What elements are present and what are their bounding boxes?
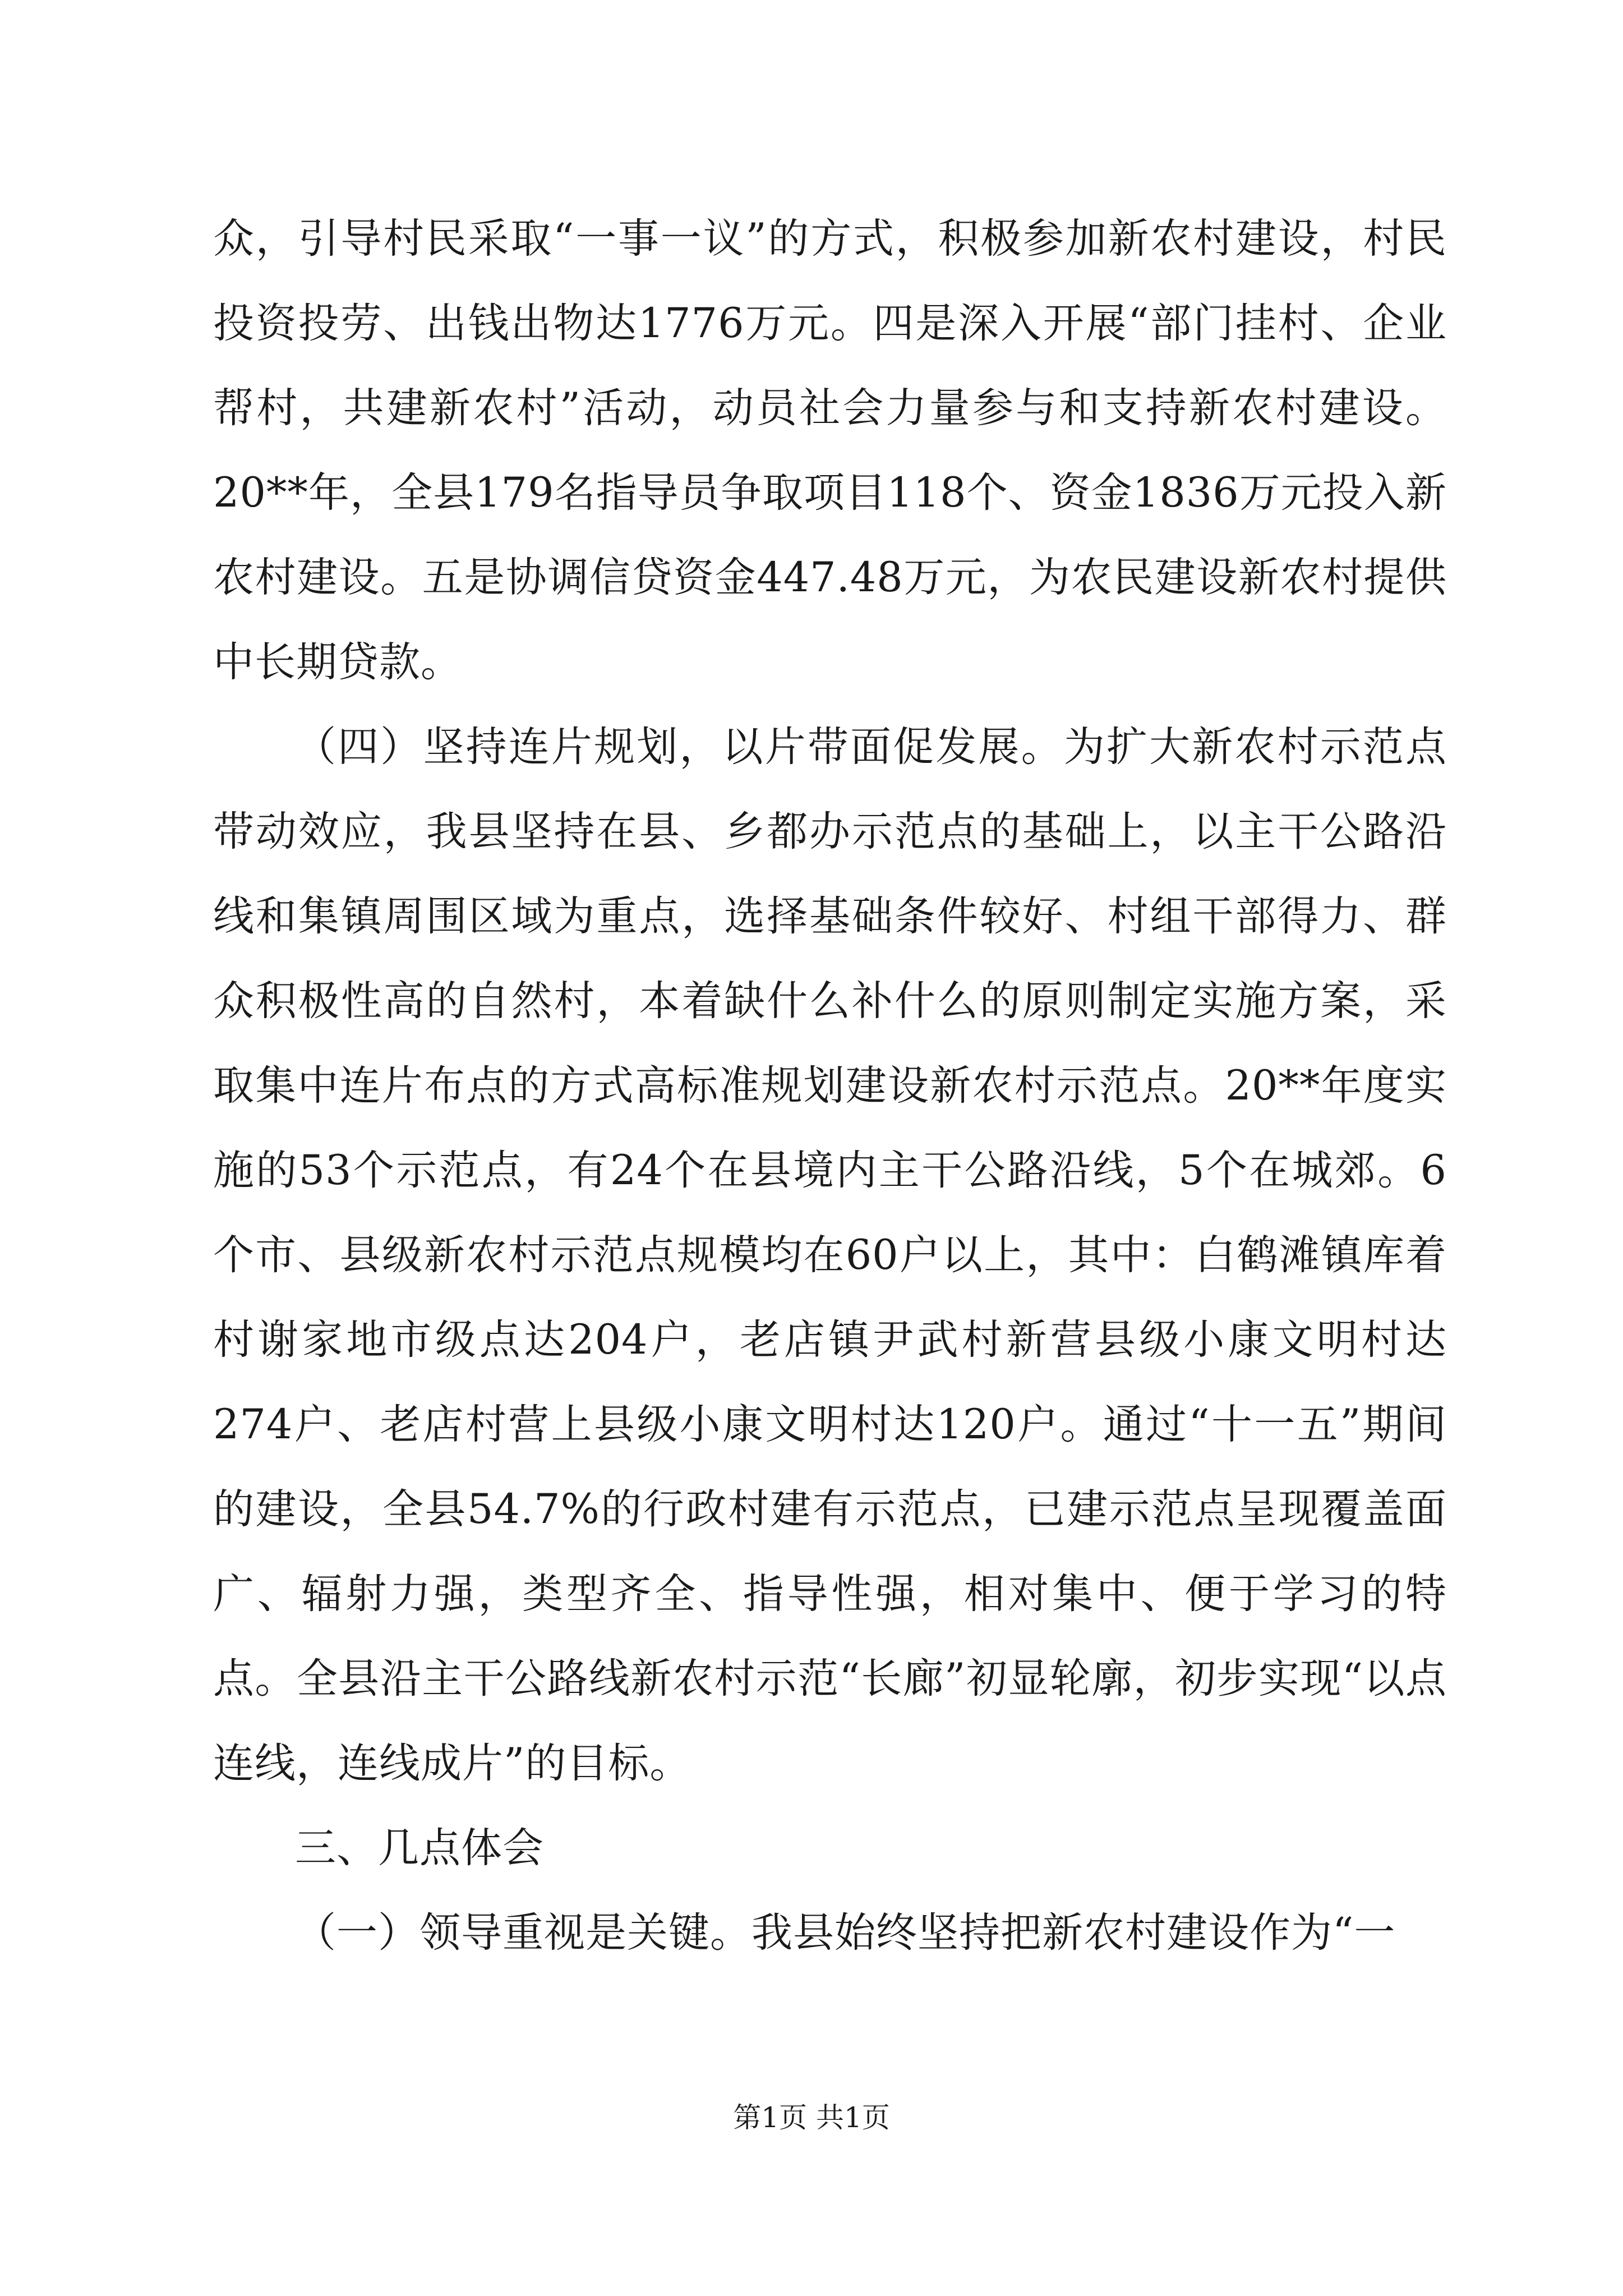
document-body — [213, 196, 1447, 1975]
paragraph-section-four: （四）坚持连片规划，以片带面促发展。为扩大新农村示范点带动效应，我县坚持在县、乡都办示范点的基础上，以主干公路沿线和集镇周围区域为重点，选择基础条件较好、村组干部得力、群众积极性高的自然村，本着缺什么补什么的原则制定实施方案，采取集中连片布点的方式高标准规划建设新农村示范点。20**年度实施的53个示范点，有24个在县境内主干公路沿线，5个在城郊。6个市、县级新农村示范点规模均在60户以上，其中：白鹤滩镇库着村谢家地市级点达204户，老店镇尹武村新营县级小康文明村达274户、老店村营上县级小康文明村达120户。通过“十一五”期间的建设，全县54.7%的行政村建有示范点，已建示范点呈现覆盖面广、辐射力强，类型齐全、指导性强，相对集中、便于学习的特点。全县沿主干公路线新农村示范“长廊”初显轮廓，初步实现“以点连线，连线成片”的目标。 — [213, 723, 1447, 1787]
paragraph-continuation: 众，引导村民采取“一事一议”的方式，积极参加新农村建设，村民投资投劳、出钱出物达1776万元。四是深入开展“部门挂村、企业帮村，共建新农村”活动，动员社会力量参与和支持新农村建设。20**年，全县179名指导员争取项目118个、资金1836万元投入新农村建设。五是协调信贷资金447.48万元，为农民建设新农村提供中长期贷款。 — [213, 215, 1447, 686]
page-footer: 第1页 共1页 — [733, 2101, 890, 2134]
paragraph-leadership: （一）领导重视是关键。我县始终坚持把新农村建设作为“一 — [295, 1909, 1396, 1957]
section-heading: 三、几点体会 — [295, 1824, 544, 1872]
